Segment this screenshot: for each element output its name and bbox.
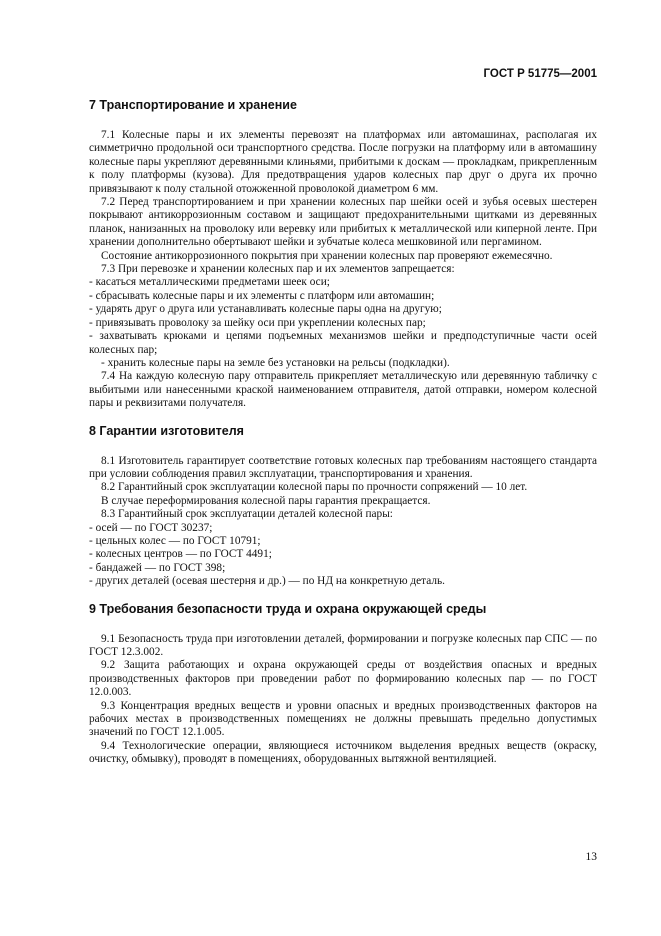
section-8 [89, 424, 597, 589]
paragraph: 8.1 Изготовитель гарантирует соответствие готовых колесных пар требованиям настоящего стандарта при условии соблюдения правил эксплуатации, транспортирования и хранения. [89, 454, 597, 480]
paragraph: 8.2 Гарантийный срок эксплуатации колесной пары по прочности сопряжений — 10 лет. [101, 481, 528, 494]
section-7 [89, 98, 597, 411]
document-code: ГОСТ Р 51775—2001 [483, 68, 597, 80]
paragraph: - привязывать проволоку за шейку оси при укреплении колесных пар; [89, 316, 426, 329]
paragraph: 7.2 Перед транспортированием и при хранении колесных пар шейки осей и зубья осевых шестерен покрывают антикоррозионным составом и защищают предохранительными щитками из деревянных планок, нанизанных на проволоку или веревку или прибитых к металлической или киперной ленте. При хранении дополнительно обертывают шейки и зубчатые колеса мешковиной или пергамином. [89, 196, 597, 249]
paragraph: Состояние антикоррозионного покрытия при хранении колесных пар проверяют ежемесячно. [101, 249, 553, 262]
document-body [89, 98, 597, 767]
paragraph: - колесных центров — по ГОСТ 4491; [89, 548, 272, 561]
paragraph: 7.3 При перевозке и хранении колесных пар и их элементов запрещается: [101, 263, 455, 276]
section-9 [89, 602, 597, 767]
paragraph: - касаться металлическими предметами шеек оси; [89, 276, 330, 289]
paragraph: - сбрасывать колесные пары и их элементы с платформ или автомашин; [89, 289, 435, 302]
paragraph: - захватывать крюками и цепями подъемных механизмов шейки и предподступичные части осей колесных пар; [89, 330, 597, 356]
section-title: 7 Транспортирование и хранение [89, 98, 297, 112]
paragraph: - хранить колесные пары на земле без установки на рельсы (подкладки). [101, 356, 450, 369]
paragraph: 9.2 Защита работающих и охрана окружающей среды от воздействия опасных и вредных производственных факторов при проведении работ по формированию колесных пар — по ГОСТ 12.0.003. [89, 659, 597, 699]
paragraph: - бандажей — по ГОСТ 398; [89, 561, 226, 574]
paragraph: 7.4 На каждую колесную пару отправитель прикрепляет металлическую или деревянную табличку с выбитыми или нанесенными краской наименованием отправителя, датой отправки, номером колесной пары и реквизитами получателя. [89, 370, 597, 410]
paragraph: 8.3 Гарантийный срок эксплуатации деталей колесной пары: [101, 508, 393, 521]
paragraph: - цельных колес — по ГОСТ 10791; [89, 534, 261, 547]
paragraph: - ударять друг о друга или устанавливать колесные пары одна на другую; [89, 303, 442, 316]
paragraph: 9.1 Безопасность труда при изготовлении деталей, формировании и погрузке колесных пар СПС — по ГОСТ 12.3.002. [89, 632, 597, 658]
section-title: 8 Гарантии изготовителя [89, 423, 244, 438]
paragraph: 7.1 Колесные пары и их элементы перевозят на платформах или автомашинах, располагая их симметрично продольной оси транспортного средства. После погрузки на платформу или в автомашину колесные пары укрепляют деревянными клиньями, прибитыми к доскам — прокладкам, прикрепленным к полу платформы (кузова). Для предотвращения ударов колесных пар друг о друга их прочно привязывают к полу стальной отожженной проволокой диаметром 6 мм. [89, 129, 597, 195]
paragraph: - других деталей (осевая шестерня и др.) — по НД на конкретную деталь. [89, 575, 445, 588]
section-title: 9 Требования безопасности труда и охрана окружающей среды [89, 601, 487, 616]
paragraph: В случае переформирования колесной пары гарантия прекращается. [101, 494, 431, 507]
paragraph: - осей — по ГОСТ 30237; [89, 521, 213, 534]
page-number: 13 [585, 851, 597, 863]
paragraph: 9.3 Концентрация вредных веществ и уровни опасных и вредных производственных факторов на рабочих местах в производственных помещениях не должны превышать предельно допустимых значений по ГОСТ 12.1.005. [89, 699, 597, 739]
paragraph: 9.4 Технологические операции, являющиеся источником выделения вредных веществ (окраску, очистку, обмывку), проводят в помещениях, оборудованных вытяжной вентиляцией. [89, 739, 597, 766]
